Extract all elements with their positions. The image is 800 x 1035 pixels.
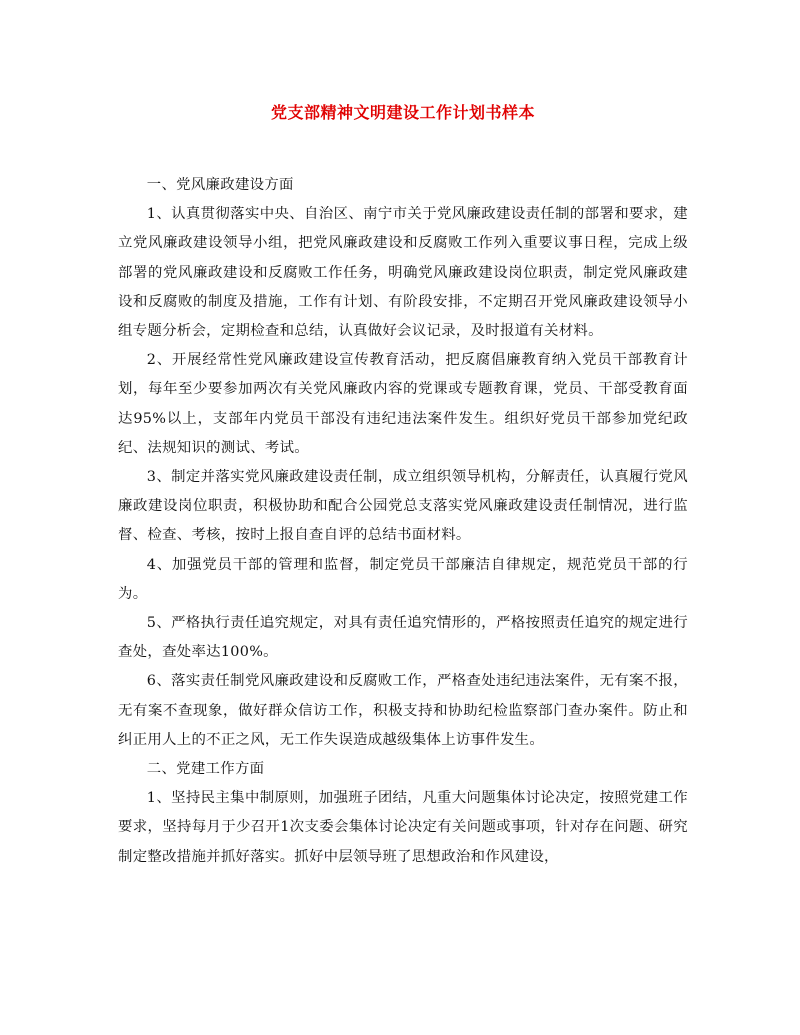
paragraph-1-5: 5、严格执行责任追究规定，对具有责任追究情形的，严格按照责任追究的规定进行查处，查处率达100%。: [118, 615, 688, 661]
paragraph-2-1: 1、坚持民主集中制原则，加强班子团结，凡重大问题集体讨论决定，按照党建工作要求，坚持每月于少召开1次支委会集体讨论决定有关问题或事项，针对存在问题、研究制定整改措施并抓好落实。抓好中层领导班了思想政治和作风建设，: [118, 790, 688, 865]
paragraph-1-3: 3、制定并落实党风廉政建设责任制，成立组织领导机构，分解责任，认真履行党风廉政建设岗位职责，积极协助和配合公园党总支落实党风廉政建设责任制情况，进行监督、检查、考核，按时上报自查自评的总结书面材料。: [118, 469, 688, 544]
document-title: 党支部精神文明建设工作计划书样本: [270, 103, 535, 122]
paragraph-1-2: 2、开展经常性党风廉政建设宣传教育活动，把反腐倡廉教育纳入党员干部教育计划，每年至少要参加两次有关党风廉政内容的党课或专题教育课，党员、干部受教育面达95%以上，支部年内党员干部没有违纪违法案件发生。组织好党员干部参加党纪政纪、法规知识的测试、考试。: [118, 352, 688, 456]
document-page: [118, 100, 688, 872]
paragraph-1-4: 4、加强党员干部的管理和监督，制定党员干部廉洁自律规定，规范党员干部的行为。: [118, 556, 688, 602]
section-heading-2: 二、党建工作方面: [146, 761, 265, 778]
section-heading-1: 一、党风廉政建设方面: [146, 177, 294, 193]
paragraph-1-6: 6、落实责任制党风廉政建设和反腐败工作，严格查处违纪违法案件，无有案不报，无有案不查现象，做好群众信访工作，积极支持和协助纪检监察部门查办案件。防止和纠正用人上的不正之风，无工作失误造成越级集体上访事件发生。: [118, 673, 688, 748]
paragraph-1-1: 1、认真贯彻落实中央、自治区、南宁市关于党风廉政建设责任制的部署和要求，建立党风廉政建设领导小组，把党风廉政建设和反腐败工作列入重要议事日程，完成上级部署的党风廉政建设和反腐败工作任务，明确党风廉政建设岗位职责，制定党风廉政建设和反腐败的制度及措施，工作有计划、有阶段安排，不定期召开党风廉政建设领导小组专题分析会，定期检查和总结，认真做好会议记录，及时报道有关材料。: [118, 206, 688, 340]
